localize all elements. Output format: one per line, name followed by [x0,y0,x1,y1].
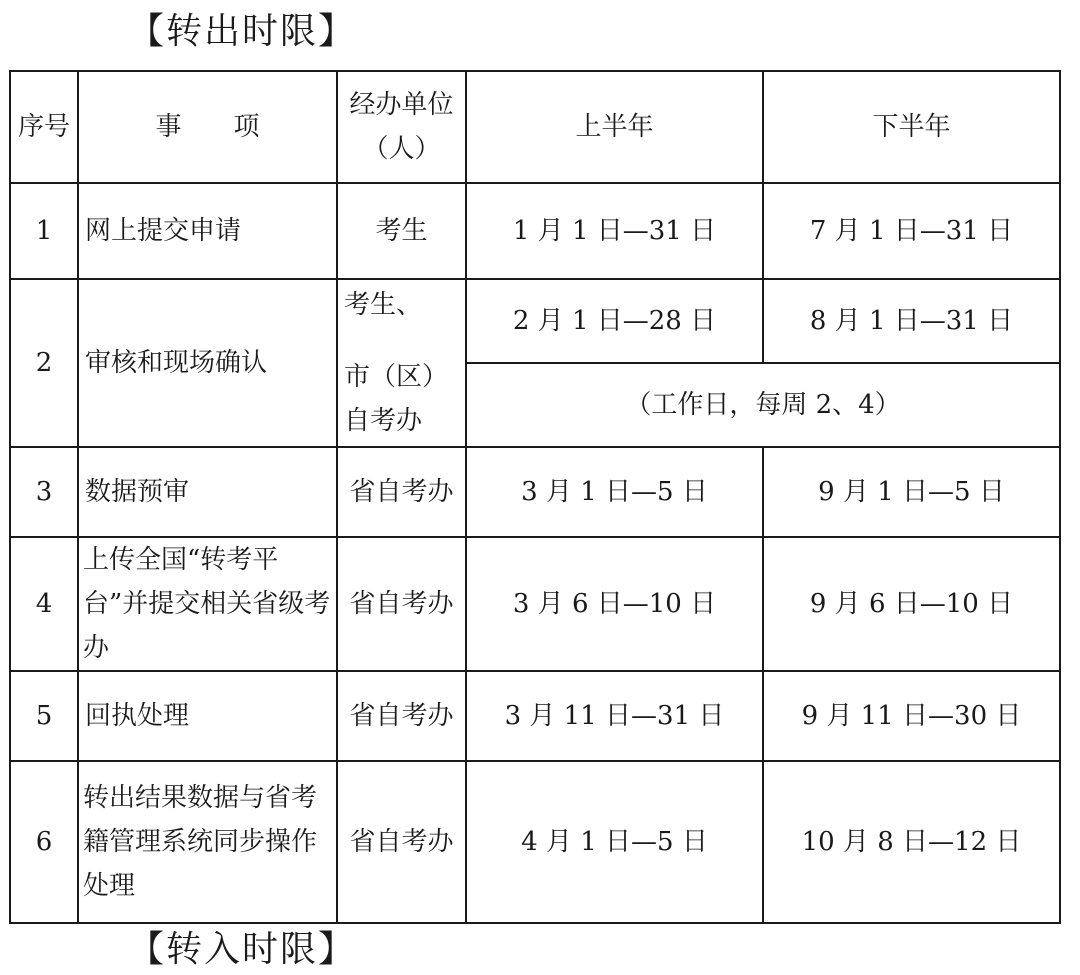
row-first-half: 3 月 11 日—31 日 [466,671,763,761]
row-seq: 4 [10,537,78,671]
row-seq: 6 [10,761,78,923]
row-unit-line1: 考生、 [344,290,423,320]
row-second-half: 7 月 1 日—31 日 [763,183,1060,279]
header-unit-line1: 经办单位 [349,90,454,120]
row-unit-line2: 市（区） [344,362,449,392]
row-seq: 1 [10,183,78,279]
row-first-half: 3 月 6 日—10 日 [466,537,763,671]
row-item: 网上提交申请 [78,183,337,279]
table-row [10,537,1060,671]
row-seq: 2 [10,279,78,447]
row-item: 上传全国“转考平台”并提交相关省级考办 [78,537,337,671]
row-first-half: 4 月 1 日—5 日 [466,761,763,923]
header-second-half: 下半年 [763,71,1060,183]
row-item: 回执处理 [78,671,337,761]
row-unit: 省自考办 [337,447,466,537]
table-header-row [10,71,1060,183]
table-row [10,447,1060,537]
row-second-half: 8 月 1 日—31 日 [763,279,1060,363]
table-row [10,183,1060,279]
row-second-half: 9 月 11 日—30 日 [763,671,1060,761]
row-second-half: 9 月 6 日—10 日 [763,537,1060,671]
header-seq: 序号 [10,71,78,183]
row-seq: 3 [10,447,78,537]
table-row [10,671,1060,761]
row-item: 数据预审 [78,447,337,537]
row-unit [337,279,466,447]
section-heading-transfer-out: 【转出时限】 [128,11,357,52]
header-unit [337,71,466,183]
row-seq: 5 [10,671,78,761]
table-row [10,279,1060,363]
transfer-out-schedule-table [9,70,1061,924]
row-unit-line3: 自考办 [344,406,423,436]
section-heading-transfer-in: 【转入时限】 [128,929,357,970]
header-item: 事 项 [78,71,337,183]
row-first-half: 2 月 1 日—28 日 [466,279,763,363]
row-first-half: 1 月 1 日—31 日 [466,183,763,279]
row-second-half: 9 月 1 日—5 日 [763,447,1060,537]
row-unit: 省自考办 [337,671,466,761]
row-unit: 省自考办 [337,761,466,923]
header-unit-line2: （人） [362,134,441,164]
row-first-half: 3 月 1 日—5 日 [466,447,763,537]
row-note: （工作日，每周 2、4） [466,363,1060,447]
header-first-half: 上半年 [466,71,763,183]
row-unit: 省自考办 [337,537,466,671]
row-item: 审核和现场确认 [78,279,337,447]
row-unit: 考生 [337,183,466,279]
row-item: 转出结果数据与省考籍管理系统同步操作处理 [78,761,337,923]
table-row [10,761,1060,923]
row-second-half: 10 月 8 日—12 日 [763,761,1060,923]
